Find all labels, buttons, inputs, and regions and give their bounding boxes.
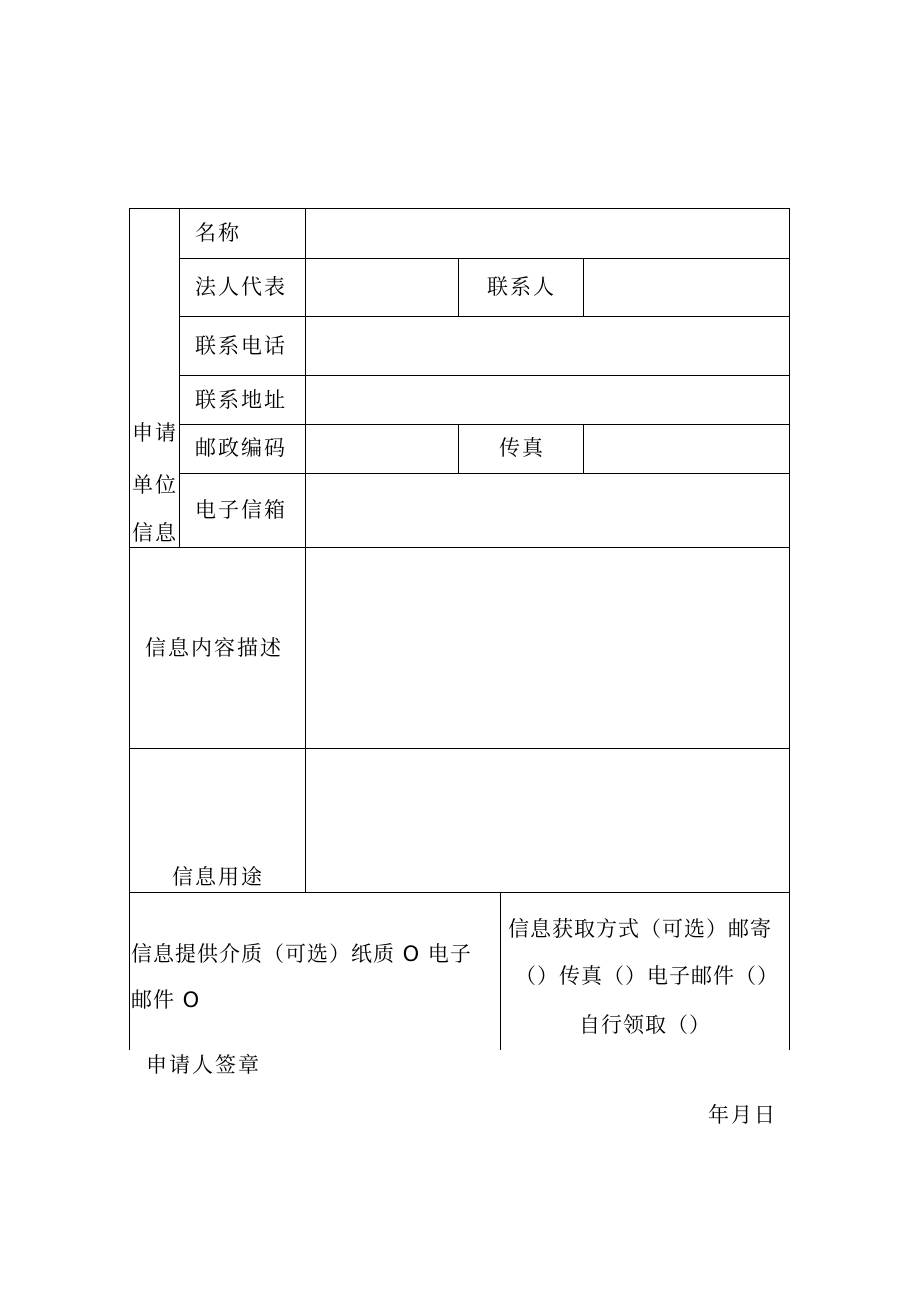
contact-person-label: 联系人: [487, 275, 556, 299]
application-form-table: [129, 208, 790, 1050]
row-divider: [179, 473, 790, 474]
row-divider: [179, 316, 790, 317]
acquisition-method-line1: 信息获取方式（可选）邮寄: [508, 917, 772, 941]
provision-medium-line2: 邮件 O: [131, 988, 201, 1012]
postcode-field[interactable]: [307, 426, 457, 472]
info-description-field[interactable]: [307, 549, 787, 747]
date-label: 年月日: [708, 1103, 777, 1127]
table-border-top: [129, 208, 790, 209]
signature-label: 申请人签章: [146, 1053, 261, 1077]
table-border-left: [129, 208, 130, 1050]
phone-label: 联系电话: [195, 334, 287, 358]
contact-person-field[interactable]: [585, 260, 787, 315]
row-divider: [179, 424, 790, 425]
group-label-line: 申请: [132, 421, 178, 445]
phone-field[interactable]: [307, 318, 787, 374]
applicant-unit-group-label: [131, 423, 179, 544]
email-field[interactable]: [307, 475, 787, 546]
row-divider: [179, 258, 790, 259]
acquisition-method-line3: 自行领取（）: [579, 1013, 711, 1037]
column-divider: [500, 892, 501, 1050]
address-label: 联系地址: [195, 388, 287, 412]
row-divider: [129, 748, 790, 749]
column-divider: [179, 208, 180, 547]
address-field[interactable]: [307, 377, 787, 423]
column-divider: [583, 258, 584, 316]
row-divider: [129, 892, 790, 893]
legal-rep-field[interactable]: [307, 260, 457, 315]
group-label-line: 单位: [132, 473, 178, 497]
row-divider: [129, 547, 790, 548]
column-divider: [305, 208, 306, 892]
legal-rep-label: 法人代表: [195, 275, 287, 299]
name-field[interactable]: [307, 210, 787, 257]
info-usage-label: 信息用途: [172, 865, 264, 889]
postcode-label: 邮政编码: [195, 436, 287, 460]
fax-label: 传真: [499, 436, 545, 460]
email-label: 电子信箱: [195, 498, 287, 522]
fax-field[interactable]: [585, 426, 787, 472]
info-description-label: 信息内容描述: [145, 636, 283, 660]
table-border-right: [789, 208, 790, 1050]
row-divider: [179, 375, 790, 376]
acquisition-method-line2: （）传真（）电子邮件（）: [515, 964, 779, 988]
column-divider: [458, 258, 459, 316]
info-usage-field[interactable]: [307, 750, 787, 891]
group-label-line: 信息: [132, 521, 178, 545]
name-label: 名称: [195, 221, 241, 245]
provision-medium-line1: 信息提供介质（可选）纸质 O 电子: [131, 942, 472, 966]
column-divider: [583, 424, 584, 473]
column-divider: [458, 424, 459, 473]
